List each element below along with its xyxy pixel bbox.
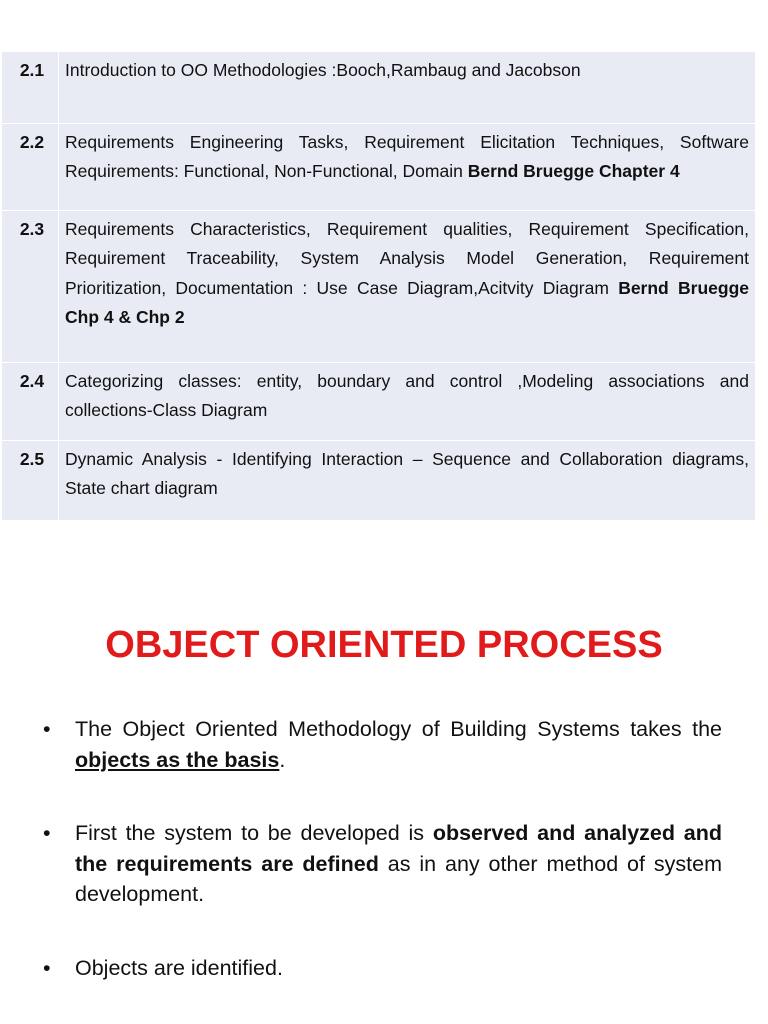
syllabus-row — [2, 362, 755, 440]
bullet-item — [40, 714, 722, 775]
bullet-text: Objects are identified. — [75, 955, 283, 980]
bullet-text: as in any other method of system development. — [75, 851, 722, 906]
topic-number: 2.1 — [2, 52, 59, 123]
slide-title: OBJECT ORIENTED PROCESS — [105, 624, 663, 666]
syllabus-row — [2, 52, 755, 123]
syllabus-row — [2, 210, 755, 362]
topic-number: 2.2 — [2, 123, 59, 210]
bullet-item — [40, 818, 722, 910]
syllabus-row — [2, 440, 755, 520]
topic-text: Introduction to OO Methodologies :Booch,Rambaug and Jacobson — [65, 60, 581, 80]
topic-text: Requirements Engineering Tasks, Requirement Elicitation Techniques, Software Requirements: Functional, Non-Functional, Domain — [65, 131, 749, 181]
bullet-icon: • — [43, 955, 51, 980]
bullet-text: The Object Oriented Methodology of Building Systems takes the — [75, 717, 722, 741]
bullet-text: First the system to be developed is — [75, 821, 433, 845]
syllabus-table — [2, 52, 755, 521]
topic-number: 2.5 — [2, 440, 59, 520]
syllabus-row — [2, 123, 755, 210]
topic-number: 2.4 — [2, 362, 59, 440]
topic-text: Categorizing classes: entity, boundary and control ,Modeling associations and collections-Class Diagram — [65, 370, 749, 420]
topic-description — [59, 210, 756, 362]
bullet-emphasis: objects as the basis — [75, 747, 280, 772]
topic-description — [59, 362, 756, 440]
topic-reference: Bernd Bruegge Chp 4 & Chp 2 — [65, 277, 750, 327]
bullet-icon: • — [43, 821, 51, 845]
topic-text: Dynamic Analysis - Identifying Interaction – Sequence and Collaboration diagrams, State chart diagram — [65, 448, 749, 498]
bullet-text: . — [279, 747, 286, 772]
topic-description — [59, 123, 756, 210]
bullet-list — [40, 714, 722, 983]
topic-description — [59, 440, 756, 520]
topic-description — [59, 52, 756, 123]
bullet-emphasis: observed and analyzed and the requirements are defined — [75, 821, 723, 876]
topic-reference: Bernd Bruegge Chapter 4 — [467, 161, 680, 181]
topic-text: Requirements Characteristics, Requirement qualities, Requirement Specification, Requirement Traceability, System Analysis Model Generation, Requirement Prioritization, Documentation : Use Case Diagram,Acitvity Diagram — [65, 218, 749, 298]
bullet-icon: • — [43, 717, 51, 741]
topic-number: 2.3 — [2, 210, 59, 362]
bullet-item — [40, 953, 722, 984]
